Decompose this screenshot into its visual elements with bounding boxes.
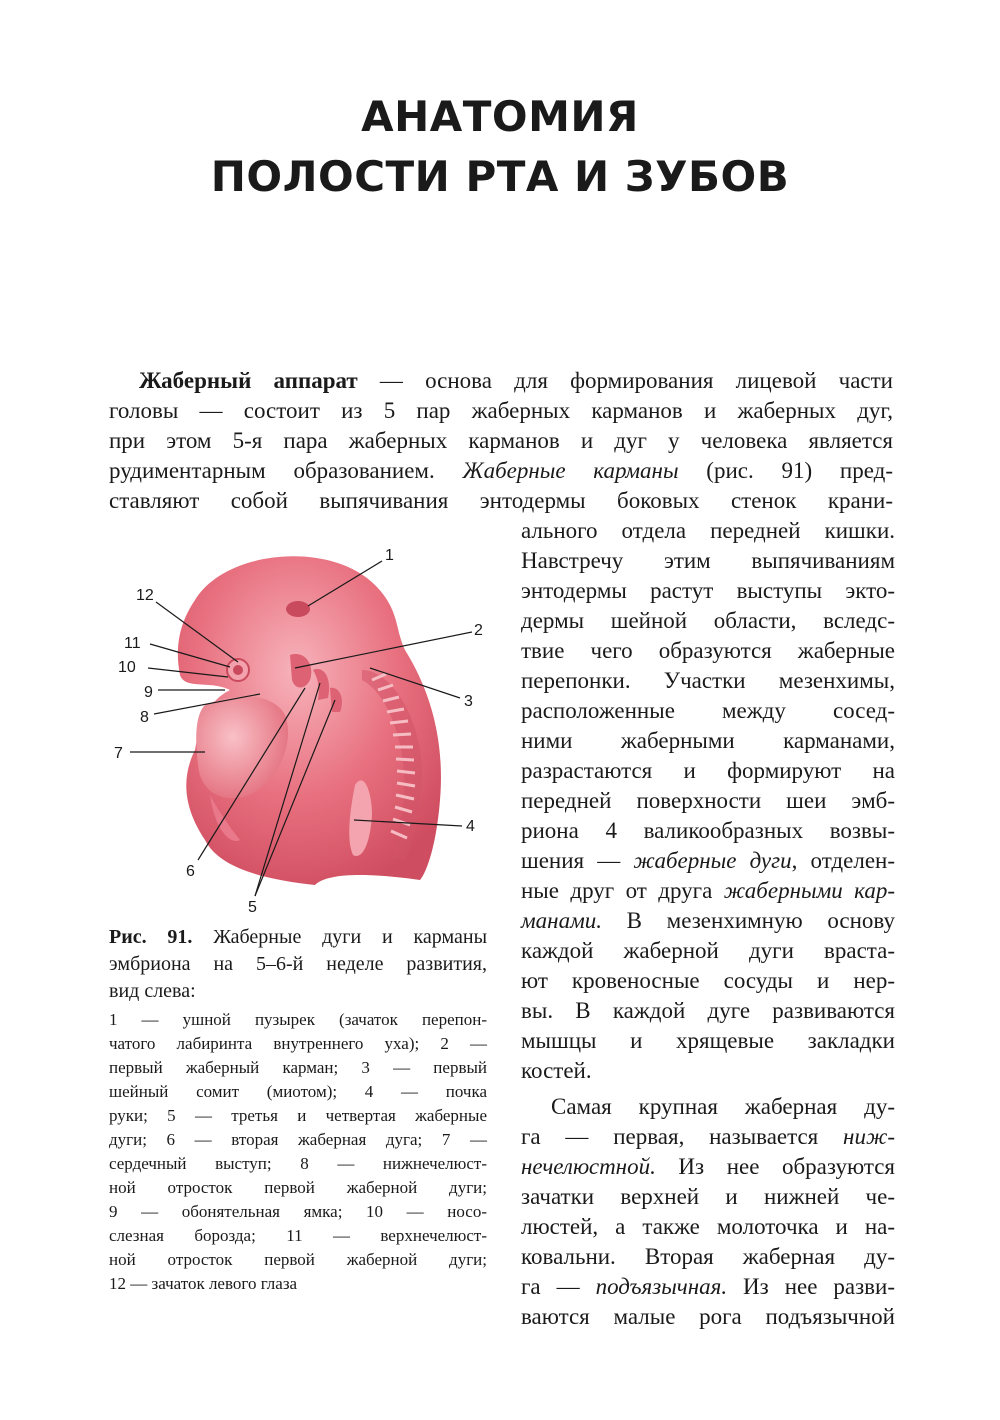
label-3: 3 xyxy=(464,693,473,710)
col-line: передней поверхности шеи эмб- xyxy=(521,788,895,813)
col-text: га — первая, называется xyxy=(521,1124,844,1149)
col-line: перепонки. Участки мезенхимы, xyxy=(521,668,895,693)
col-line: твие чего образуются жаберные xyxy=(521,638,895,663)
col-line: расположенные между сосед- xyxy=(521,698,895,723)
label-5: 5 xyxy=(248,899,257,916)
label-1: 1 xyxy=(385,547,394,564)
p2-line: люстей, а также молоточка и на- xyxy=(521,1214,895,1239)
term-mandibular-b: нечелюстной. xyxy=(521,1154,656,1179)
intro-line-4 xyxy=(109,458,893,484)
legend-line: шейный сомит (миотом); 4 — почка xyxy=(109,1082,487,1101)
p2-line xyxy=(521,1154,895,1180)
col-line xyxy=(521,908,895,934)
legend-line: ной отросток первой жаберной дуги; xyxy=(109,1178,487,1197)
intro-line-4b: (рис. 91) пред- xyxy=(678,458,894,483)
term-gill-pockets-2b: манами. xyxy=(521,908,603,933)
legend-line: сердечный выступ; 8 — нижнечелюст- xyxy=(109,1154,487,1173)
col-text: Из нее образуются xyxy=(655,1154,895,1179)
intro-line-5: ставляют собой выпячивания энтодермы боковых стенок крани- xyxy=(109,488,893,513)
col-line: каждой жаберной дуги враста- xyxy=(521,938,895,963)
label-9: 9 xyxy=(144,684,153,701)
col-line: дермы шейной области, вследс- xyxy=(521,608,895,633)
term-gill-pockets: Жаберные карманы xyxy=(462,458,679,483)
col-line: разрастаются и формируют на xyxy=(521,758,895,783)
col-text: Из нее разви- xyxy=(727,1274,895,1299)
legend-line: руки; 5 — третья и четвертая жаберные xyxy=(109,1106,487,1125)
caption-line-3: вид слева: xyxy=(109,980,196,1002)
col-text: , отделен- xyxy=(791,848,896,873)
chapter-title-line2: ПОЛОСТИ РТА И ЗУБОВ xyxy=(210,152,790,201)
label-12: 12 xyxy=(136,587,154,604)
caption-text: Жаберные дуги и карманы xyxy=(192,926,488,948)
figure-legend xyxy=(109,1010,487,1300)
col-line: энтодермы растут выступы экто- xyxy=(521,578,895,603)
caption-label: Рис. 91. xyxy=(109,926,193,948)
intro-line-3: при этом 5-я пара жаберных карманов и дуг у человека является xyxy=(109,428,893,453)
p2-line xyxy=(521,1124,895,1150)
term-gill-apparatus: Жаберный аппарат xyxy=(139,368,358,393)
legend-line: 9 — обонятельная ямка; 10 — носо- xyxy=(109,1202,487,1221)
intro-line-1-text: — основа для формирования лицевой части xyxy=(357,368,893,393)
legend-line: дуги; 6 — вторая жаберная дуга; 7 — xyxy=(109,1130,487,1149)
term-mandibular: ниж- xyxy=(843,1124,895,1149)
legend-line: ной отросток первой жаберной дуги; xyxy=(109,1250,487,1269)
legend-line: первый жаберный карман; 3 — первый xyxy=(109,1058,487,1077)
p2-line: ваются малые рога подъязычной xyxy=(521,1304,895,1329)
label-6: 6 xyxy=(186,863,195,880)
figure-caption xyxy=(109,926,487,1006)
p2-line xyxy=(521,1274,895,1300)
col-line: ального отдела передней кишки. xyxy=(521,518,895,543)
col-line: Навстречу этим выпячиваниям xyxy=(521,548,895,573)
figure-embryo xyxy=(100,540,500,920)
label-2: 2 xyxy=(474,622,483,639)
intro-paragraph xyxy=(109,368,893,528)
chapter-title-line1: АНАТОМИЯ xyxy=(361,92,639,141)
col-line: ними жаберными карманами, xyxy=(521,728,895,753)
legend-line: 12 — зачаток левого глаза xyxy=(109,1274,298,1293)
col-text: Самая крупная жаберная ду- xyxy=(551,1094,895,1119)
legend-line: чатого лабиринта внутреннего уха); 2 — xyxy=(109,1034,487,1053)
term-hyoid: подъязычная. xyxy=(595,1274,728,1299)
embryo-illustration xyxy=(100,540,500,920)
intro-line-2: головы — состоит из 5 пар жаберных карманов и жаберных дуг, xyxy=(109,398,893,423)
otic-vesicle xyxy=(286,601,310,617)
legend-line: слезная борозда; 11 — верхнечелюст- xyxy=(109,1226,487,1245)
col-text: В мезенхимную основу xyxy=(602,908,895,933)
col-line xyxy=(521,848,895,874)
legend-line: 1 — ушной пузырек (зачаток перепон- xyxy=(109,1010,487,1029)
caption-line-2: эмбриона на 5–6-й неделе развития, xyxy=(109,953,487,975)
intro-line-1 xyxy=(109,368,893,394)
col-text: га — xyxy=(521,1274,596,1299)
p2-line: зачатки верхней и нижней че- xyxy=(521,1184,895,1209)
right-column-text xyxy=(521,518,896,1329)
eye-center xyxy=(233,665,243,675)
caption-line-1 xyxy=(109,926,487,949)
col-line: мышцы и хрящевые закладки xyxy=(521,1028,895,1053)
col-line xyxy=(521,878,895,904)
label-8: 8 xyxy=(140,709,149,726)
label-7: 7 xyxy=(114,745,123,762)
label-10: 10 xyxy=(118,659,136,676)
term-gill-arches: жаберные дуги xyxy=(633,848,792,873)
col-line: ют кровеносные сосуды и нер- xyxy=(521,968,895,993)
label-4: 4 xyxy=(466,818,475,835)
col-text: шения — xyxy=(521,848,634,873)
col-line: риона 4 валикообразных возвы- xyxy=(521,818,895,843)
col-line: костей. xyxy=(521,1058,592,1083)
label-11: 11 xyxy=(124,635,141,652)
intro-line-4a: рудиментарным образованием. xyxy=(109,458,463,483)
p2-line xyxy=(521,1094,895,1120)
col-text: ные друг от друга xyxy=(521,878,724,903)
term-gill-pockets-2: жаберными кар- xyxy=(723,878,895,903)
p2-line: ковальни. Вторая жаберная ду- xyxy=(521,1244,895,1269)
col-line: вы. В каждой дуге развиваются xyxy=(521,998,895,1023)
